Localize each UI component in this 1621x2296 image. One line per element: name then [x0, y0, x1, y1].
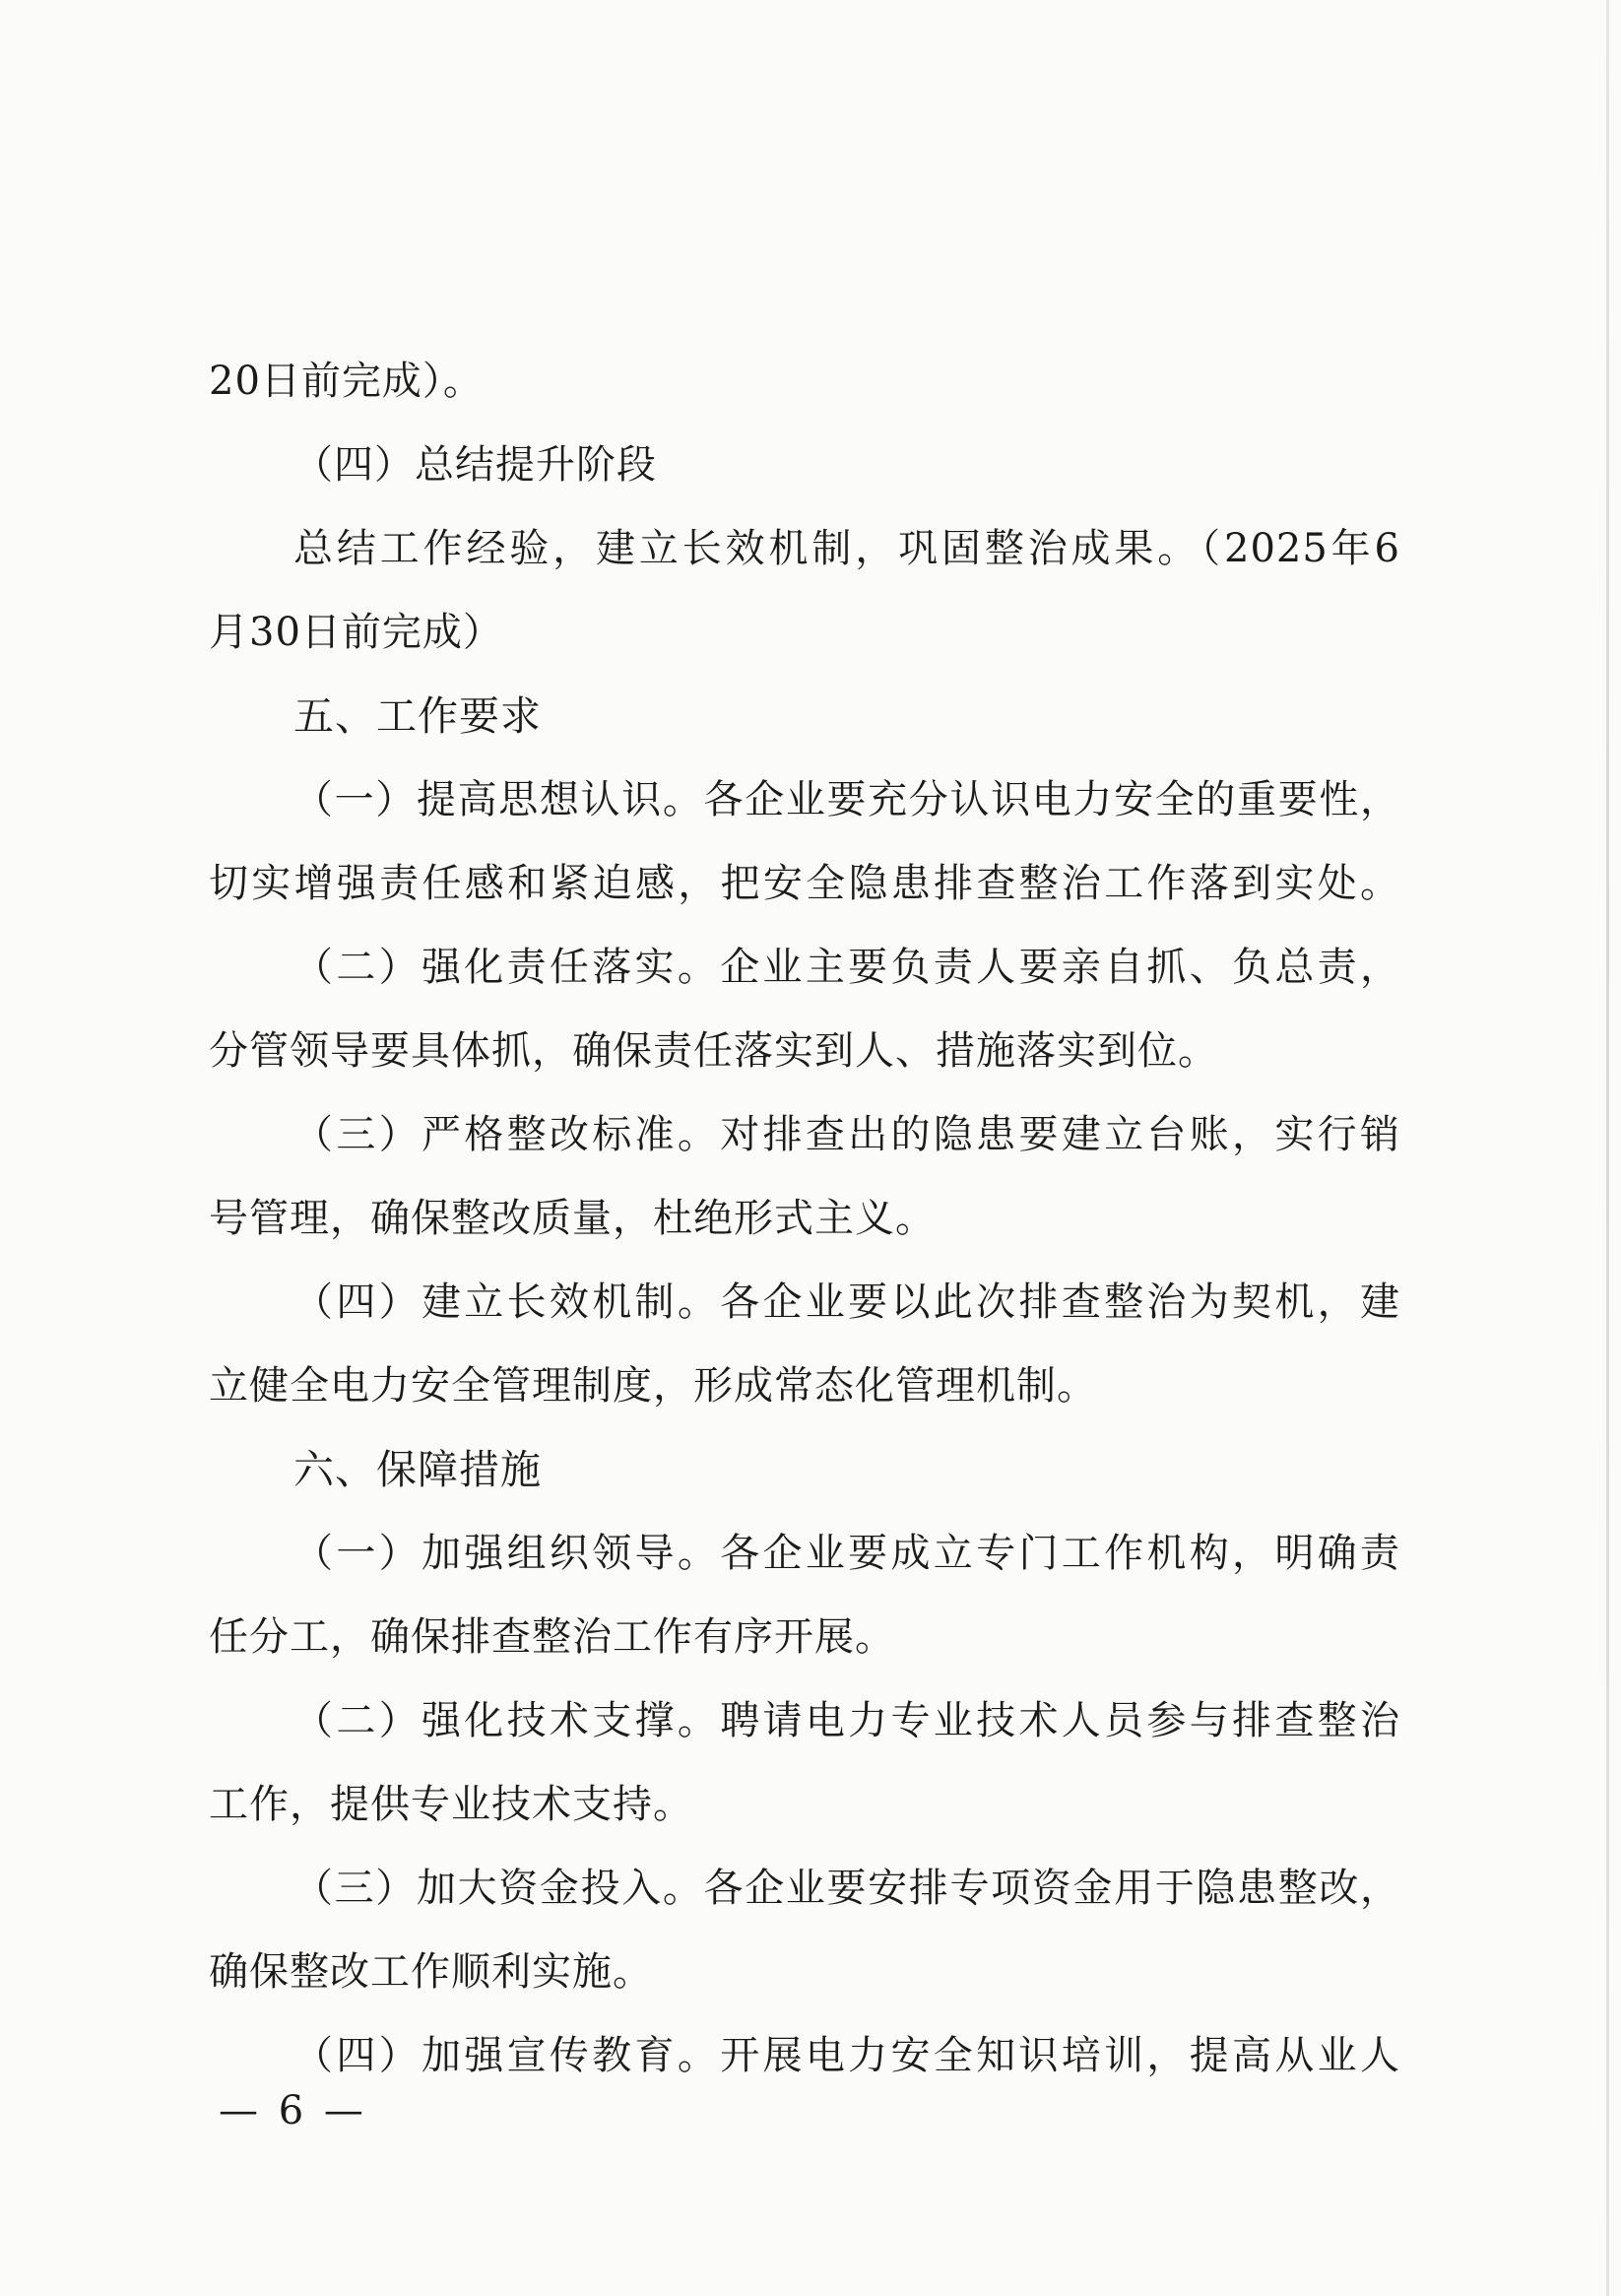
text-line-21: （四）加强宣传教育。开展电力安全知识培训，提高从业人	[293, 2033, 1400, 2078]
text-line-6: （一）提高思想认识。各企业要充分认识电力安全的重要性，	[293, 777, 1400, 822]
section-heading-safeguards: 六、保障措施	[293, 1446, 542, 1493]
section-subheading-summary: （四）总结提升阶段	[293, 442, 657, 488]
text-line-1: 20日前完成）。	[209, 359, 484, 404]
page-number: — 6 —	[219, 2088, 367, 2133]
text-line-18: 工作，提供专业技术支持。	[209, 1782, 693, 1827]
text-line-16: 任分工，确保排查整治工作有序开展。	[209, 1614, 895, 1660]
text-line-3: 总结工作经验，建立长效机制，巩固整治成果。（2025年6	[293, 526, 1400, 571]
document-body	[209, 340, 1400, 2098]
text-line-12: （四）建立长效机制。各企业要以此次排查整治为契机，建	[293, 1279, 1400, 1325]
text-line-15: （一）加强组织领导。各企业要成立专门工作机构，明确责	[293, 1531, 1400, 1576]
text-line-11: 号管理，确保整改质量，杜绝形式主义。	[209, 1196, 936, 1241]
section-heading-work-requirements: 五、工作要求	[293, 692, 542, 740]
text-line-13: 立健全电力安全管理制度，形成常态化管理机制。	[209, 1363, 1097, 1409]
text-line-19: （三）加大资金投入。各企业要安排专项资金用于隐患整改，	[293, 1866, 1400, 1911]
text-line-7: 切实增强责任感和紧迫感，把安全隐患排查整治工作落到实处。	[209, 861, 1400, 906]
text-line-4: 月30日前完成）	[209, 610, 503, 655]
text-line-10: （三）严格整改标准。对排查出的隐患要建立台账，实行销	[293, 1112, 1400, 1157]
text-line-17: （二）强化技术支撑。聘请电力专业技术人员参与排查整治	[293, 1698, 1400, 1743]
text-line-9: 分管领导要具体抓，确保责任落实到人、措施落实到位。	[209, 1028, 1218, 1074]
text-line-8: （二）强化责任落实。企业主要负责人要亲自抓、负总责，	[293, 945, 1400, 990]
page-edge-divider	[1606, 0, 1609, 2296]
text-line-20: 确保整改工作顺利实施。	[209, 1949, 653, 1995]
